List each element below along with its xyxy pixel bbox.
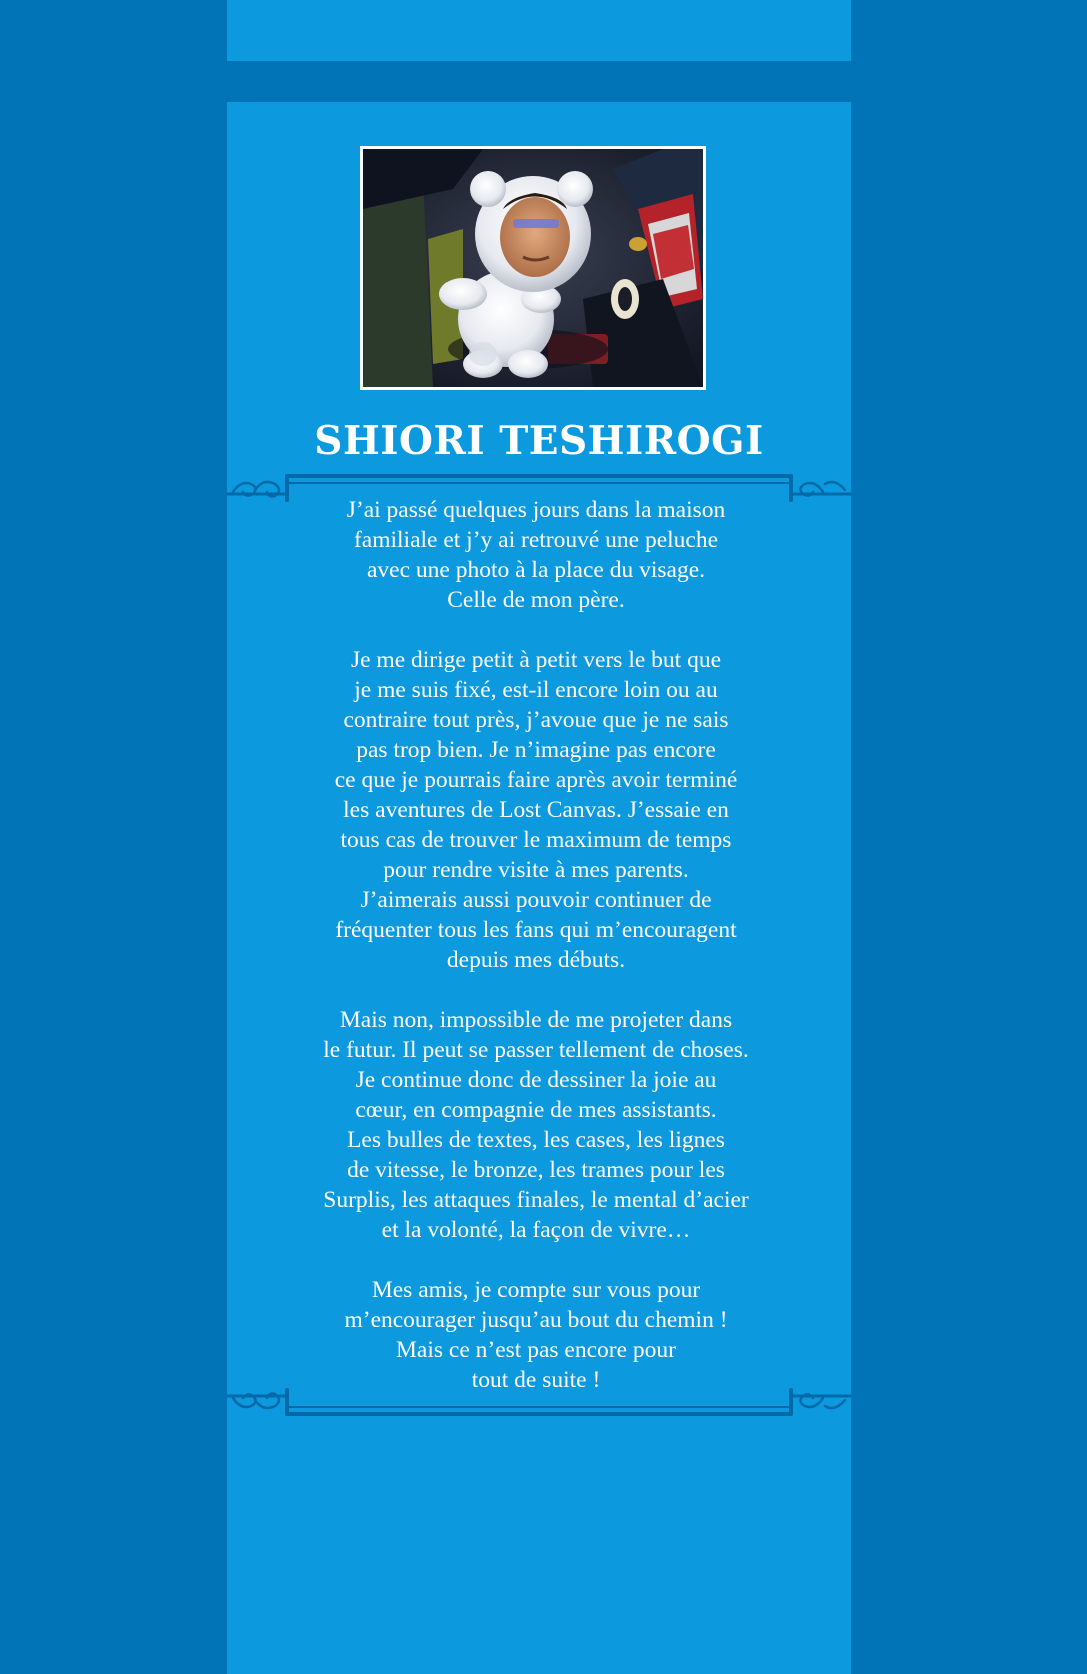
message-line: tout de suite ! — [471, 1367, 601, 1393]
message-line: je me suis fixé, est-il encore loin ou au — [354, 677, 718, 703]
message-line: Celle de mon père. — [447, 587, 625, 613]
message-line: et la volonté, la façon de vivre… — [381, 1217, 691, 1243]
message-paragraph-2 — [280, 645, 792, 975]
message-line: Mais non, impossible de me projeter dans — [339, 1007, 733, 1033]
message-line: fréquenter tous les fans qui m’encouragent — [335, 917, 737, 943]
message-paragraph-3 — [280, 1005, 792, 1245]
message-line: m’encourager jusqu’au bout du chemin ! — [344, 1307, 728, 1333]
message-line: Je continue donc de dessiner la joie au — [355, 1067, 717, 1093]
message-line: cœur, en compagnie de mes assistants. — [355, 1097, 717, 1123]
message-line: les aventures de Lost Canvas. J’essaie en — [343, 797, 729, 823]
message-line: pas trop bien. Je n’imagine pas encore — [356, 737, 716, 763]
author-photo — [360, 146, 706, 390]
message-line: avec une photo à la place du visage. — [367, 557, 705, 583]
author-name: SHIORI TESHIROGI — [314, 418, 764, 464]
message-line: de vitesse, le bronze, les trames pour les — [347, 1157, 725, 1183]
message-line: depuis mes débuts. — [446, 947, 626, 973]
message-line: Surplis, les attaques finales, le mental d’acier — [323, 1187, 749, 1213]
message-line: contraire tout près, j’avoue que je ne sais — [343, 707, 729, 733]
author-photo-plush-toy-icon — [363, 149, 703, 387]
message-line: tous cas de trouver le maximum de temps — [340, 827, 732, 853]
message-line: J’aimerais aussi pouvoir continuer de — [360, 887, 712, 913]
message-line: Je me dirige petit à petit vers le but que — [350, 647, 721, 673]
message-line: J’ai passé quelques jours dans la maison — [346, 497, 726, 523]
message-paragraph-4 — [280, 1275, 792, 1395]
message-line: ce que je pourrais faire après avoir terminé — [334, 767, 738, 793]
message-line: Les bulles de textes, les cases, les lignes — [347, 1127, 725, 1153]
message-line: Mais ce n’est pas encore pour — [396, 1337, 676, 1363]
author-message — [280, 495, 792, 1395]
message-line: le futur. Il peut se passer tellement de choses. — [323, 1037, 749, 1063]
top-color-band — [227, 0, 851, 61]
message-line: pour rendre visite à mes parents. — [383, 857, 689, 883]
message-paragraph-1 — [280, 495, 792, 615]
message-line: Mes amis, je compte sur vous pour — [371, 1277, 701, 1303]
message-line: familiale et j’y ai retrouvé une peluche — [353, 527, 719, 553]
